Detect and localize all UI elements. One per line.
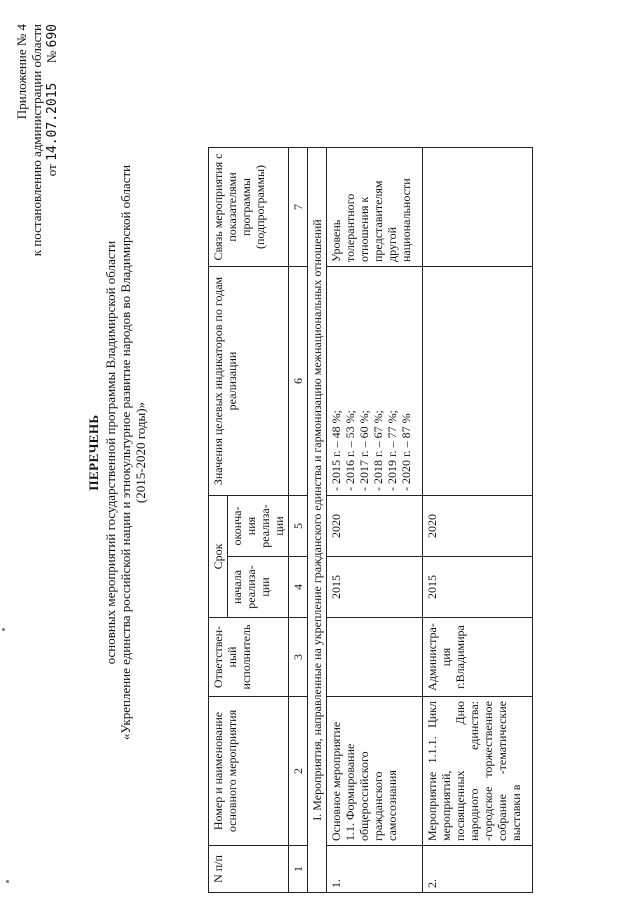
table-row [327, 148, 423, 893]
header-row [209, 148, 228, 893]
row-name: Мероприятие 1.1.1. Цикл мероприятий, посвященных Дню народного единства: -городское торжественное собрание -тематические выставки в [423, 697, 533, 846]
measures-table [208, 147, 533, 893]
header-resp: Ответствен-ный исполнитель [209, 618, 289, 697]
row-start: 2015 [327, 557, 423, 618]
annex-line2: к постановлению администрации области [29, 24, 44, 257]
header-indicators: Значения целевых индикаторов по годам реализации [209, 267, 289, 496]
header-start: начала реализа-ции [228, 557, 289, 618]
annex-line1: Приложение № 4 [14, 24, 29, 120]
col-number: 2 [289, 697, 308, 846]
header-name: Номер и наименование основного мероприятия [209, 697, 289, 846]
annex-number: 690 [45, 24, 60, 48]
indicator-line: - 2016 г. – 53 %; [343, 410, 357, 491]
row-n: 2. [423, 846, 533, 893]
annex-date-line [44, 24, 60, 256]
date-prefix: от [44, 164, 59, 177]
row-resp: Администра-ция г.Владимира [423, 618, 533, 697]
indicator-line: - 2017 г. – 60 %; [357, 410, 371, 491]
section-row [308, 148, 327, 893]
table-row [423, 148, 533, 893]
column-number-row [289, 148, 308, 893]
col-number: 6 [289, 267, 308, 496]
row-n: 1. [327, 846, 423, 893]
row-resp [327, 618, 423, 697]
row-indicators [327, 267, 423, 496]
row-start: 2015 [423, 557, 533, 618]
indicator-line: - 2018 г. – 67 %; [371, 410, 385, 491]
col-number: 5 [289, 496, 308, 557]
col-number: 3 [289, 618, 308, 697]
title-line1: основных мероприятий государственной программы Владимирской области [103, 240, 118, 665]
row-name: Основное мероприятие 1.1. Формирование общероссийского гражданского самосознания [327, 697, 423, 846]
title-main: ПЕРЕЧЕНЬ [86, 414, 101, 491]
header-n: N п/п [209, 846, 289, 893]
number-prefix: № [44, 50, 59, 64]
row-link: Уровень толерантного отношения к представителям другой национальности [327, 148, 423, 267]
annex-date: 14.07.2015 [45, 82, 60, 161]
annex-header [14, 24, 60, 256]
section-title: I. Мероприятия, направленные на укрепление гражданского единства и гармонизацию межнациональных отношений [308, 148, 327, 893]
indicator-line: - 2019 г. – 77 %; [385, 410, 399, 491]
title-line3: (2015-2020 годы)» [133, 401, 148, 504]
row-indicators [423, 267, 533, 496]
indicator-line: - 2015 г. – 48 %; [329, 410, 343, 491]
col-number: 4 [289, 557, 308, 618]
header-link: Связь мероприятия с показателями программы (подпрограммы) [209, 148, 289, 267]
header-term: Срок [209, 496, 228, 618]
row-end: 2020 [423, 496, 533, 557]
row-link [423, 148, 533, 267]
header-end: оконча-ния реализа-ции [228, 496, 289, 557]
indicator-line: - 2020 г. – 87 % [399, 413, 413, 491]
row-end: 2020 [327, 496, 423, 557]
col-number: 7 [289, 148, 308, 267]
col-number: 1 [289, 846, 308, 893]
document-title [86, 0, 148, 905]
title-line2: «Укрепление единства российской нации и этнокультурное развитие народов во Владимирской области [118, 164, 133, 741]
